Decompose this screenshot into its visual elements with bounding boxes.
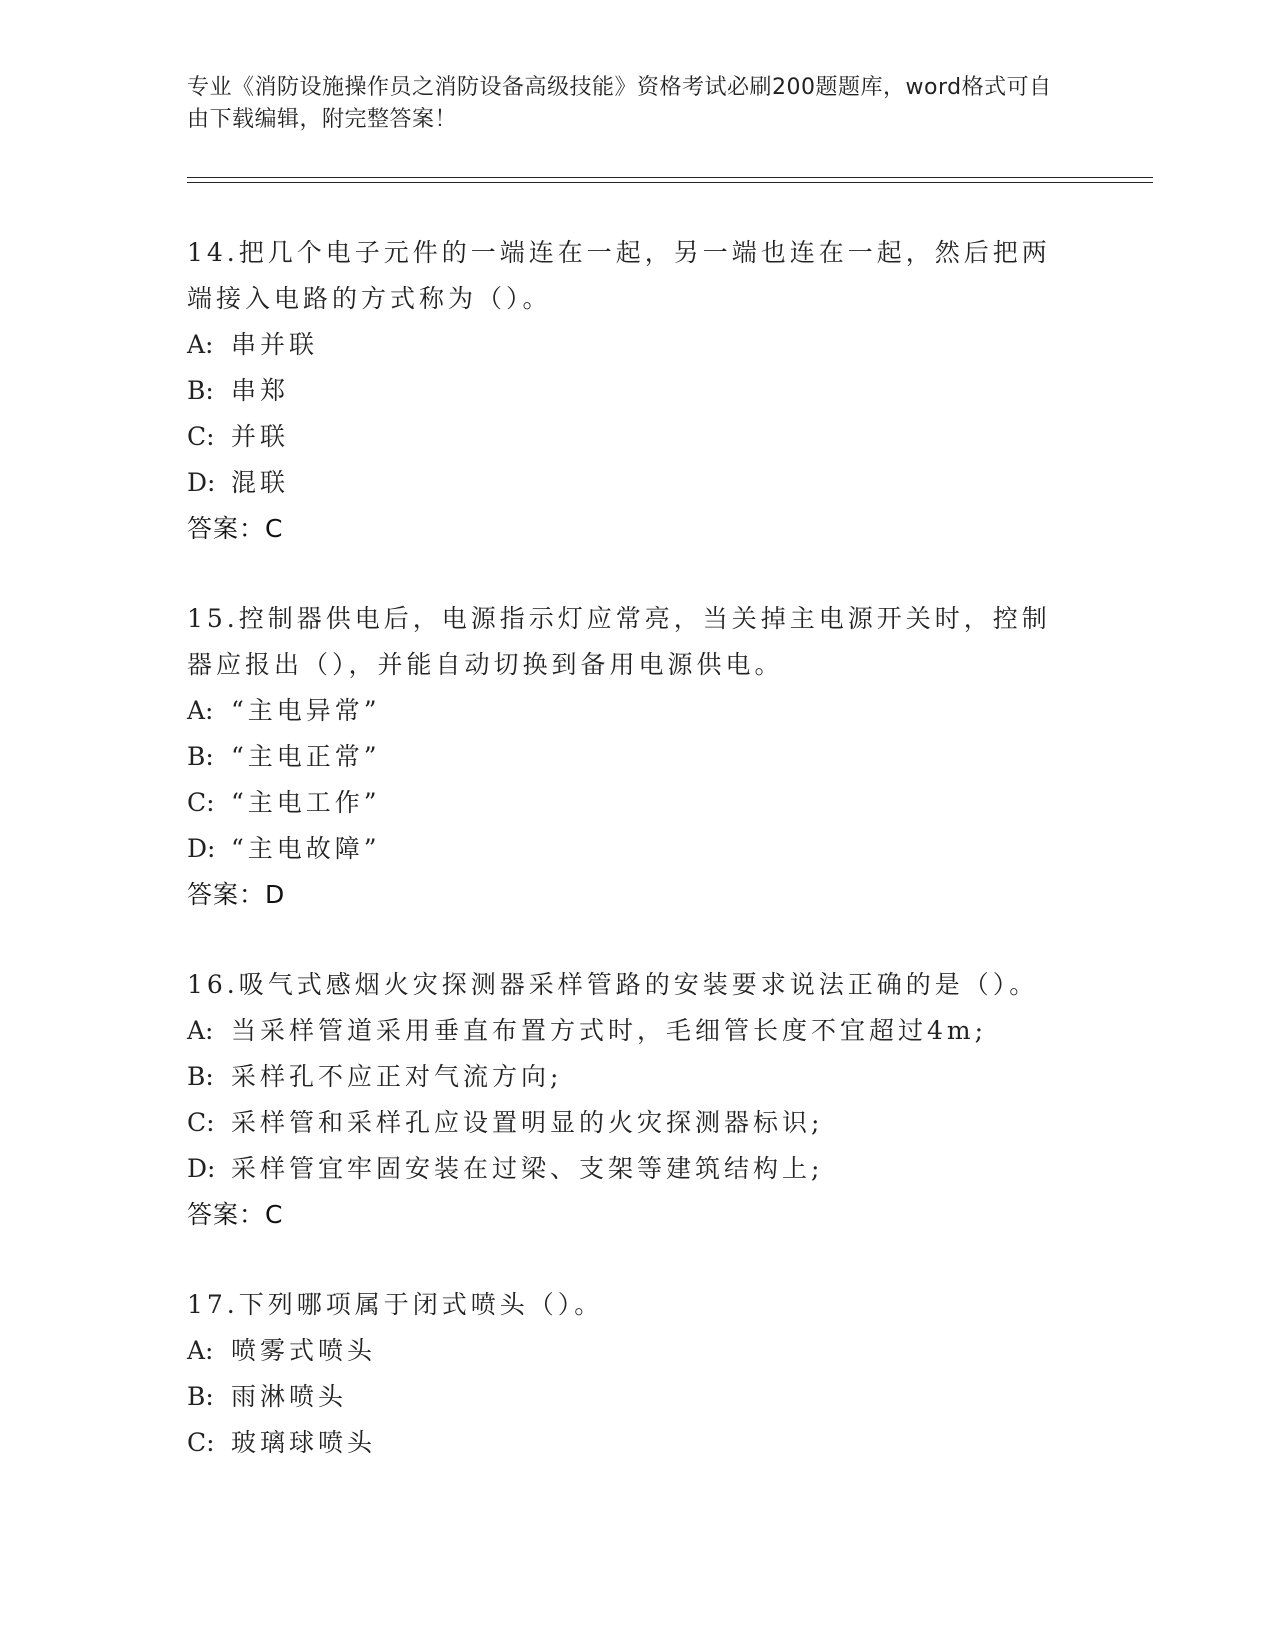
option-text: 当采样管道采用垂直布置方式时，毛细管长度不宜超过4m; [231,1016,988,1045]
answer-option [187,1328,1067,1374]
question-block [187,962,1067,1238]
question-stem: 14.把几个电子元件的一端连在一起，另一端也连在一起，然后把两端接入电路的方式称为（）。 [187,238,1051,313]
option-key: C: [187,788,215,817]
answer-option [187,1008,1067,1054]
option-text: 串并联 [231,330,319,359]
option-key: D: [187,468,216,497]
option-key: A: [187,330,214,359]
option-text: “主电异常” [231,696,381,725]
answer-label: 答案： [187,514,266,543]
option-key: A: [187,1016,214,1045]
answer-line [187,506,1067,552]
option-text: 喷雾式喷头 [231,1336,377,1365]
question-block [187,596,1067,918]
header-divider-top [187,177,1153,178]
option-text: 混联 [231,468,290,497]
question-block [187,230,1067,552]
answer-value: C [265,514,284,543]
option-key: D: [187,1154,216,1183]
option-key: B: [187,742,214,771]
answer-option [187,688,1067,734]
option-text: 采样孔不应正对气流方向; [231,1062,563,1091]
option-key: A: [187,1336,214,1365]
answer-label: 答案： [187,1200,266,1229]
option-key: B: [187,1062,214,1091]
answer-label: 答案： [187,880,266,909]
answer-value: D [265,880,286,909]
answer-option [187,826,1067,872]
option-text: 串郑 [231,376,290,405]
answer-option [187,460,1067,506]
option-text: 并联 [231,422,290,451]
option-text: “主电故障” [231,834,381,863]
answer-value: C [265,1200,284,1229]
option-text: 雨淋喷头 [231,1382,348,1411]
option-text: 采样管和采样孔应设置明显的火灾探测器标识; [231,1108,824,1137]
option-key: C: [187,422,215,451]
question-stem: 15.控制器供电后，电源指示灯应常亮，当关掉主电源开关时，控制器应报出（），并能自动切换到备用电源供电。 [187,604,1051,679]
option-key: A: [187,696,214,725]
answer-option [187,1420,1067,1466]
option-key: C: [187,1428,215,1457]
document-header: 专业《消防设施操作员之消防设备高级技能》资格考试必刷200题题库，word格式可自由下载编辑，附完整答案！ [187,75,1052,132]
answer-line [187,872,1067,918]
answer-option [187,368,1067,414]
option-key: D: [187,834,216,863]
option-text: “主电正常” [231,742,381,771]
answer-option [187,1374,1067,1420]
answer-option [187,1146,1067,1192]
answer-option [187,780,1067,826]
question-stem: 17.下列哪项属于闭式喷头（）。 [187,1290,604,1319]
option-text: 采样管宜牢固安装在过梁、支架等建筑结构上; [231,1154,824,1183]
question-stem: 16.吸气式感烟火灾探测器采样管路的安装要求说法正确的是（）。 [187,970,1039,999]
header-divider-bottom [187,182,1153,183]
answer-option [187,1100,1067,1146]
answer-option [187,322,1067,368]
answer-option [187,414,1067,460]
option-key: B: [187,376,214,405]
answer-option [187,1054,1067,1100]
option-key: C: [187,1108,215,1137]
option-text: “主电工作” [231,788,381,817]
option-key: B: [187,1382,214,1411]
question-block [187,1282,1067,1466]
answer-line [187,1192,1067,1238]
option-text: 玻璃球喷头 [231,1428,377,1457]
answer-option [187,734,1067,780]
question-list [187,230,1067,1510]
